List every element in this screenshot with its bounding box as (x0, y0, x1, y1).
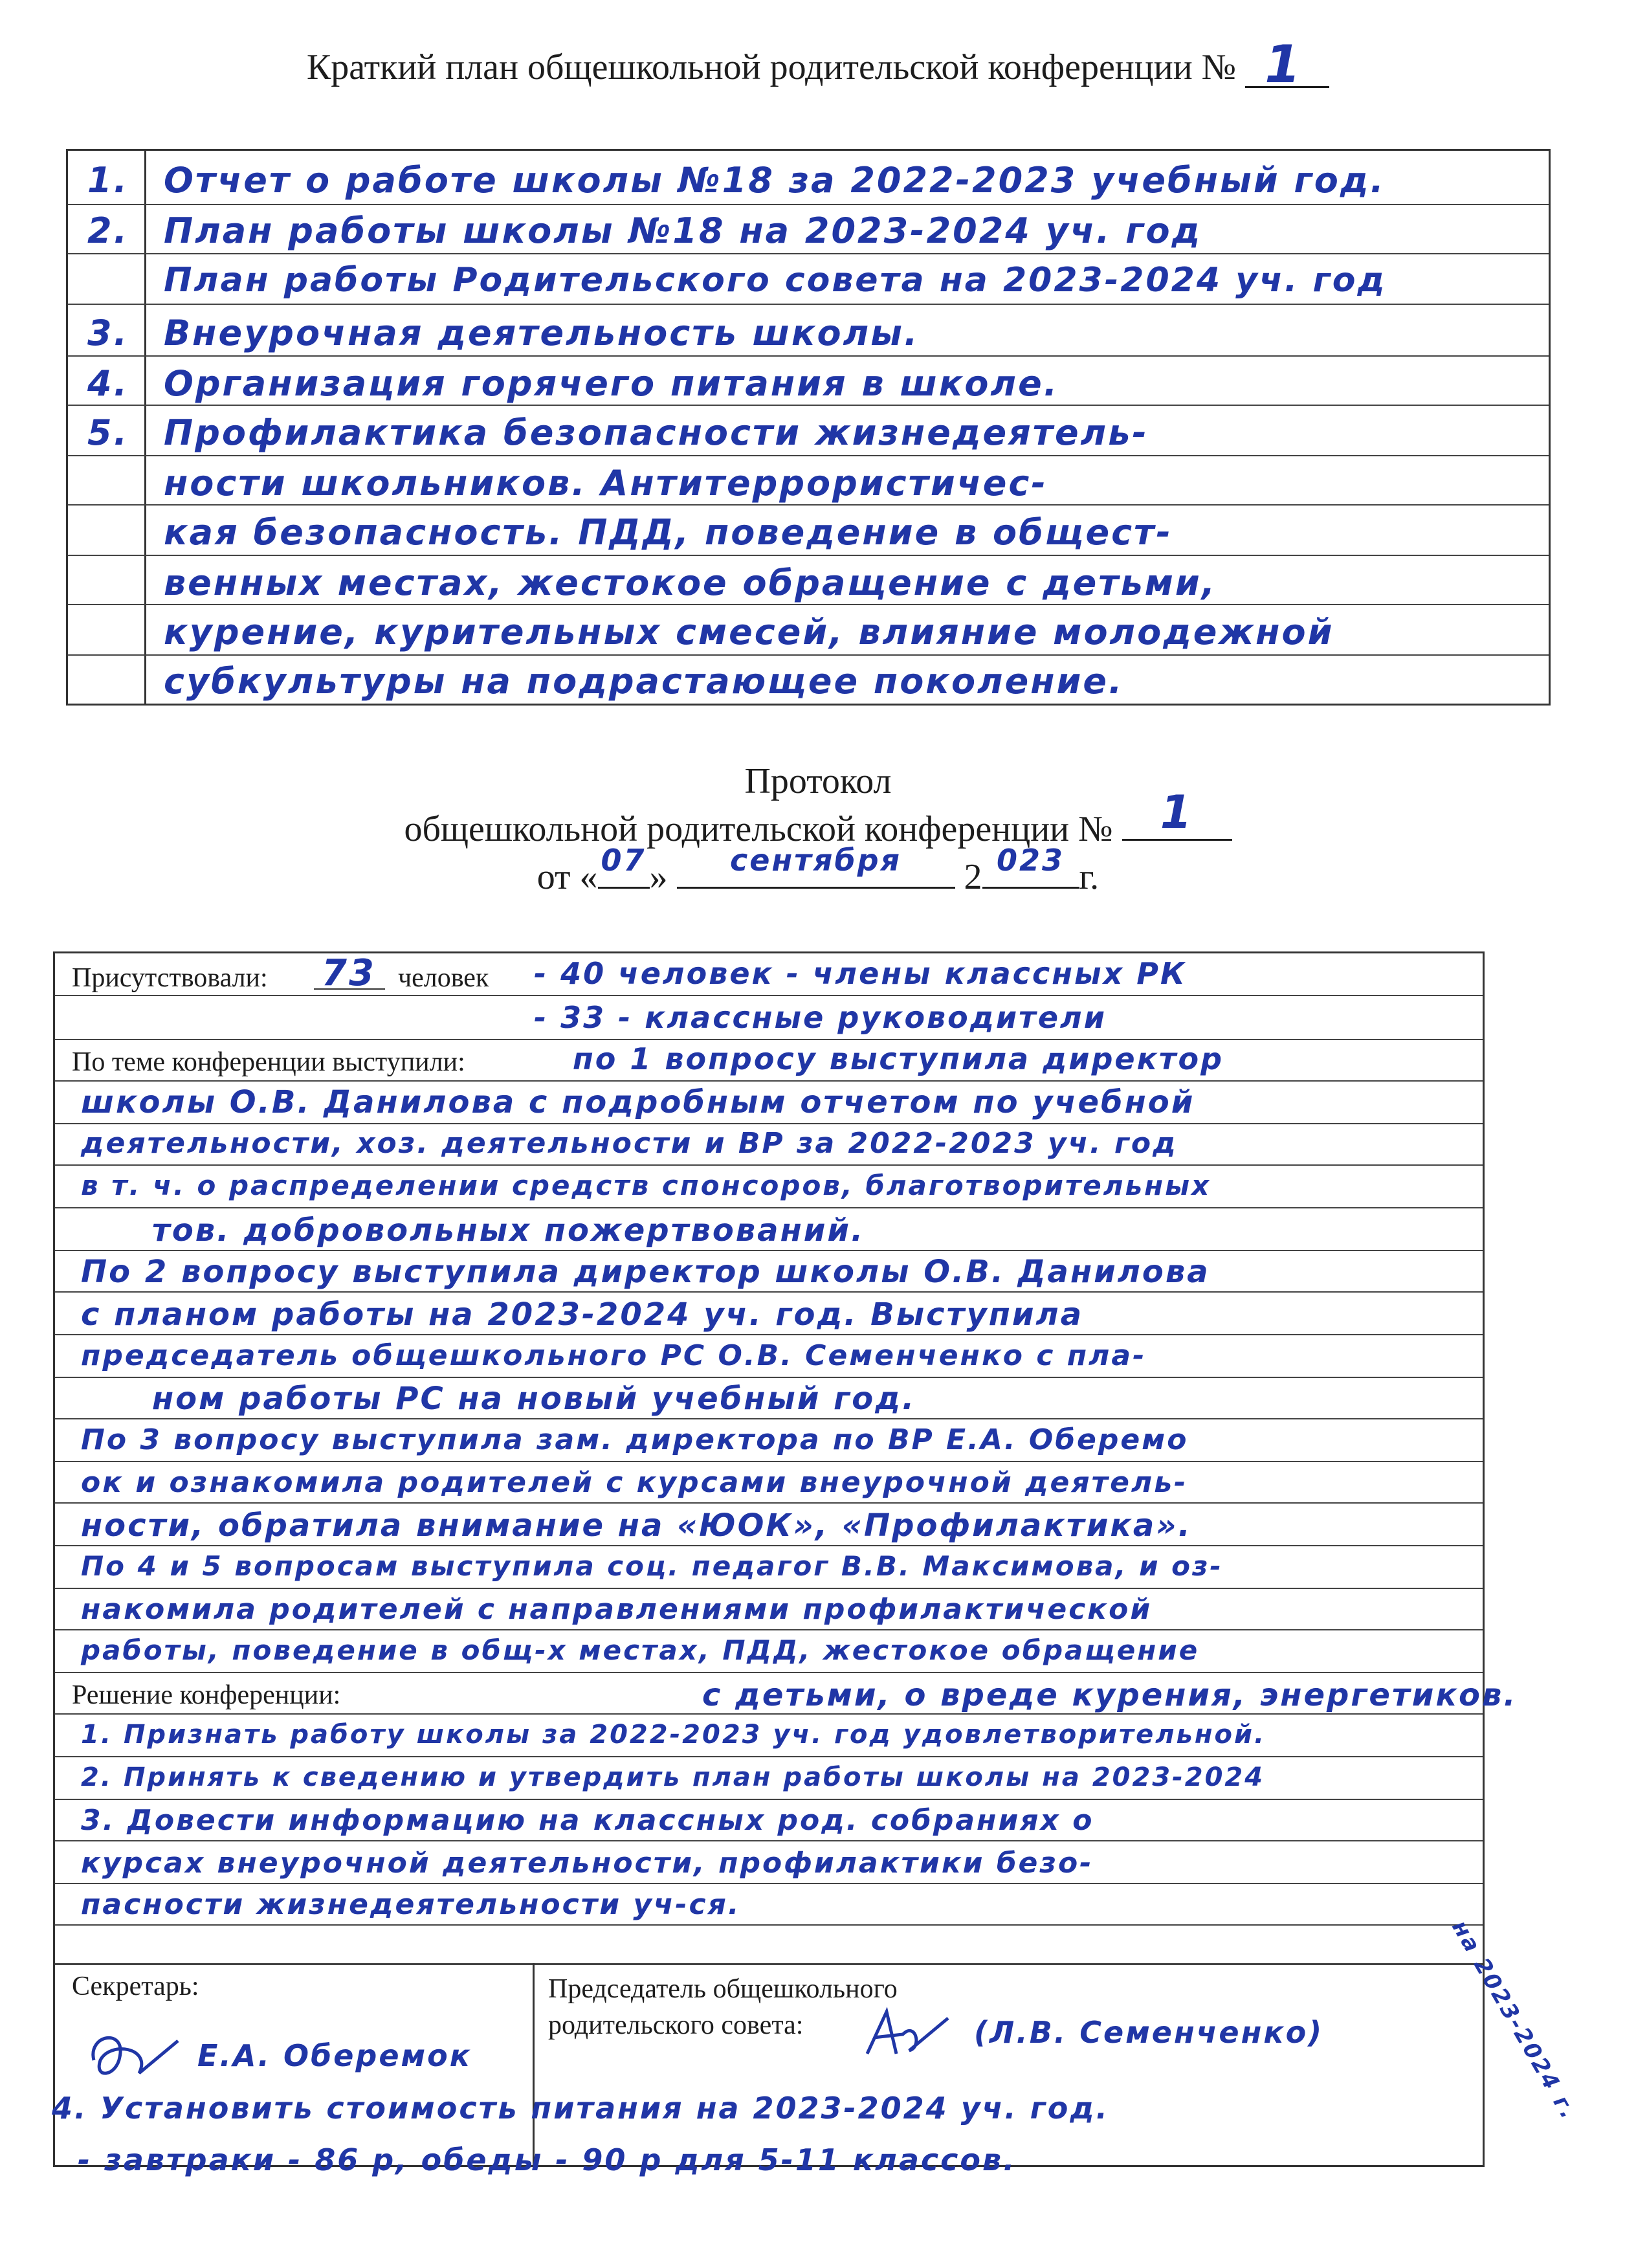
speakers-line-2: деятельности, хоз. деятельности и ВР за 2022-2023 уч. год (81, 1127, 1178, 1160)
protocol-rule (55, 1799, 1483, 1800)
secretary-signature (81, 2021, 191, 2093)
protocol-rule (55, 1672, 1483, 1673)
protocol-rule (55, 1629, 1483, 1630)
secretary-name: Е.А. Оберемок (197, 2038, 472, 2073)
protocol-rule (55, 1840, 1483, 1841)
date-day: 07 (601, 843, 647, 878)
footnote-line-2: - завтраки - 86 р, обеды - 90 р для 5-11 классов. (78, 2142, 1017, 2177)
protocol-rule (55, 1883, 1483, 1884)
speakers-line-10: ок и ознакомила родителей с курсами внеурочной деятель- (81, 1466, 1188, 1499)
protocol-rule (55, 1713, 1483, 1715)
plan-rule (68, 604, 1549, 605)
present-line-2: - 33 - классные руководители (534, 1000, 1107, 1035)
plan-rule (68, 555, 1549, 556)
chair-name: (Л.В. Семенченко) (974, 2015, 1324, 2050)
protocol-rule (55, 1080, 1483, 1082)
plan-item-5-text-line-3: кая безопасность. ПДД, поведение в общест- (164, 512, 1173, 553)
protocol-rule (55, 1164, 1483, 1166)
plan-item-5-text-line-1: Профилактика безопасности жизнедеятель- (164, 412, 1149, 453)
speakers-line-8: ном работы РС на новый учебный год. (152, 1381, 916, 1417)
protocol-date-line (0, 843, 1636, 901)
plan-rule (68, 405, 1549, 406)
present-count-underline (314, 988, 385, 990)
decision-line-1: 1. Признать работу школы за 2022-2023 уч. год удовлетворительной. (81, 1720, 1266, 1750)
footnote-line-1: 4. Установить стоимость питания на 2023-2024 уч. год. (52, 2091, 1110, 2126)
plan-number-column-divider (144, 151, 146, 704)
plan-item-3-number: 3. (87, 313, 129, 353)
plan-rule (68, 204, 1549, 205)
date-month-line (677, 843, 955, 889)
plan-table (66, 149, 1551, 706)
speakers-first-line: по 1 вопросу выступила директор (573, 1041, 1224, 1076)
plan-rule (68, 455, 1549, 456)
protocol-rule (55, 1588, 1483, 1589)
protocol-rule (55, 995, 1483, 996)
protocol-rule (55, 1039, 1483, 1040)
plan-rule (68, 504, 1549, 506)
present-line-1: - 40 человек - члены классных РК (534, 956, 1187, 991)
decision-label: Решение конференции: (72, 1680, 341, 1710)
date-prefix: от « (536, 857, 598, 897)
speakers-line-7: председатель общешкольного РС О.В. Семенченко с пла- (81, 1339, 1147, 1372)
protocol-signature-rule (55, 1963, 1483, 1965)
chair-signature (857, 2002, 955, 2067)
plan-rule (68, 304, 1549, 305)
protocol-rule (55, 1250, 1483, 1251)
year-suffix: г. (1079, 857, 1100, 897)
plan-item-1-text: Отчет о работе школы №18 за 2022-2023 учебный год. (164, 160, 1386, 201)
plan-item-2-text-line-1: План работы школы №18 на 2023-2024 уч. год (164, 210, 1202, 251)
protocol-title: Протокол (744, 761, 892, 801)
protocol-header (0, 757, 1636, 901)
plan-item-5-text-line-4: венных местах, жестокое обращение с детьми, (164, 562, 1217, 603)
chair-label-line-1: Председатель общешкольного (548, 1974, 898, 2004)
plan-rule (68, 654, 1549, 656)
protocol-rule (55, 1756, 1483, 1757)
protocol-rule (55, 1924, 1483, 1926)
present-label: Присутствовали: (72, 963, 268, 993)
plan-title-text: Краткий план общешкольной родительской конференции № (306, 47, 1237, 87)
speakers-line-3: в т. ч. о распределении средств спонсоров, благотворительных (81, 1170, 1211, 1201)
protocol-rule (55, 1207, 1483, 1208)
side-note: на 2023-2024 г. (1446, 1916, 1582, 2125)
decision-line-2: 2. Принять к сведению и утвердить план работы школы на 2023-2024 (81, 1762, 1265, 1792)
protocol-number: 1 (1160, 786, 1194, 839)
chair-label-line-2: родительского совета: (548, 2010, 804, 2040)
year-line (982, 843, 1079, 889)
plan-item-1-number: 1. (87, 160, 129, 201)
protocol-rule (55, 1291, 1483, 1293)
plan-item-3-text: Внеурочная деятельность школы. (164, 313, 920, 353)
decision-line-5: пасности жизнедеятельности уч-ся. (81, 1888, 741, 1921)
plan-number-line (1245, 34, 1329, 94)
plan-item-4-text: Организация горячего питания в школе. (164, 363, 1059, 404)
date-mid: » (649, 857, 668, 897)
plan-item-5-number: 5. (87, 412, 129, 453)
date-month: сентября (730, 843, 902, 878)
speakers-line-13: накомила родителей с направлениями профилактической (81, 1593, 1153, 1626)
year-rest: 023 (997, 843, 1065, 878)
speakers-label: По теме конференции выступили: (72, 1047, 465, 1077)
plan-item-2-number: 2. (87, 210, 129, 251)
speakers-line-1: школы О.В. Данилова с подробным отчетом по учебной (81, 1084, 1195, 1120)
speakers-line-9: По 3 вопросу выступила зам. директора по ВР Е.А. Оберемо (81, 1423, 1189, 1456)
protocol-rule (55, 1461, 1483, 1462)
signature-divider (533, 1963, 535, 2165)
present-count: 73 (322, 952, 376, 994)
speakers-line-12: По 4 и 5 вопросам выступила соц. педагог В.В. Максимова, и оз- (81, 1550, 1223, 1582)
plan-item-5-text-line-2: ности школьников. Антитеррористичес- (164, 463, 1048, 504)
plan-item-4-number: 4. (87, 363, 129, 404)
decision-line-3: 3. Довести информацию на классных род. собраниях о (81, 1804, 1094, 1837)
plan-title (0, 34, 1636, 94)
speakers-line-14: работы, поведение в общ-х местах, ПДД, жестокое обращение (81, 1634, 1200, 1666)
secretary-label: Секретарь: (72, 1972, 199, 2001)
plan-item-5-text-line-5: курение, курительных смесей, влияние молодежной (164, 612, 1334, 652)
speakers-line-4: тов. добровольных пожертвований. (152, 1212, 865, 1249)
protocol-rule (55, 1377, 1483, 1378)
plan-item-2-text-line-2: План работы Родительского совета на 2023-2024 уч. год (164, 261, 1387, 300)
present-unit: человек (398, 963, 489, 993)
plan-number: 1 (1265, 34, 1303, 94)
protocol-rule (55, 1418, 1483, 1419)
protocol-rule (55, 1545, 1483, 1546)
protocol-rule (55, 1334, 1483, 1335)
speakers-line-11: ности, обратила внимание на «ЮОК», «Профилактика». (81, 1507, 1192, 1544)
protocol-rule (55, 1502, 1483, 1504)
speakers-line-15: с детьми, о вреде курения, энергетиков. (702, 1677, 1518, 1713)
plan-rule (68, 355, 1549, 357)
protocol-rule (55, 1123, 1483, 1124)
protocol-subtitle: общешкольной родительской конференции № (404, 809, 1113, 849)
protocol-number-line (1122, 786, 1232, 841)
speakers-line-5: По 2 вопросу выступила директор школы О.В. Данилова (81, 1254, 1210, 1290)
plan-item-5-text-line-6: субкультуры на подрастающее поколение. (164, 661, 1124, 702)
plan-rule (68, 253, 1549, 254)
speakers-line-6: с планом работы на 2023-2024 уч. год. Выступила (81, 1296, 1084, 1333)
decision-line-4: курсах внеурочной деятельности, профилактики безо- (81, 1847, 1094, 1880)
date-day-line (598, 843, 650, 889)
year-prefix: 2 (964, 857, 982, 897)
